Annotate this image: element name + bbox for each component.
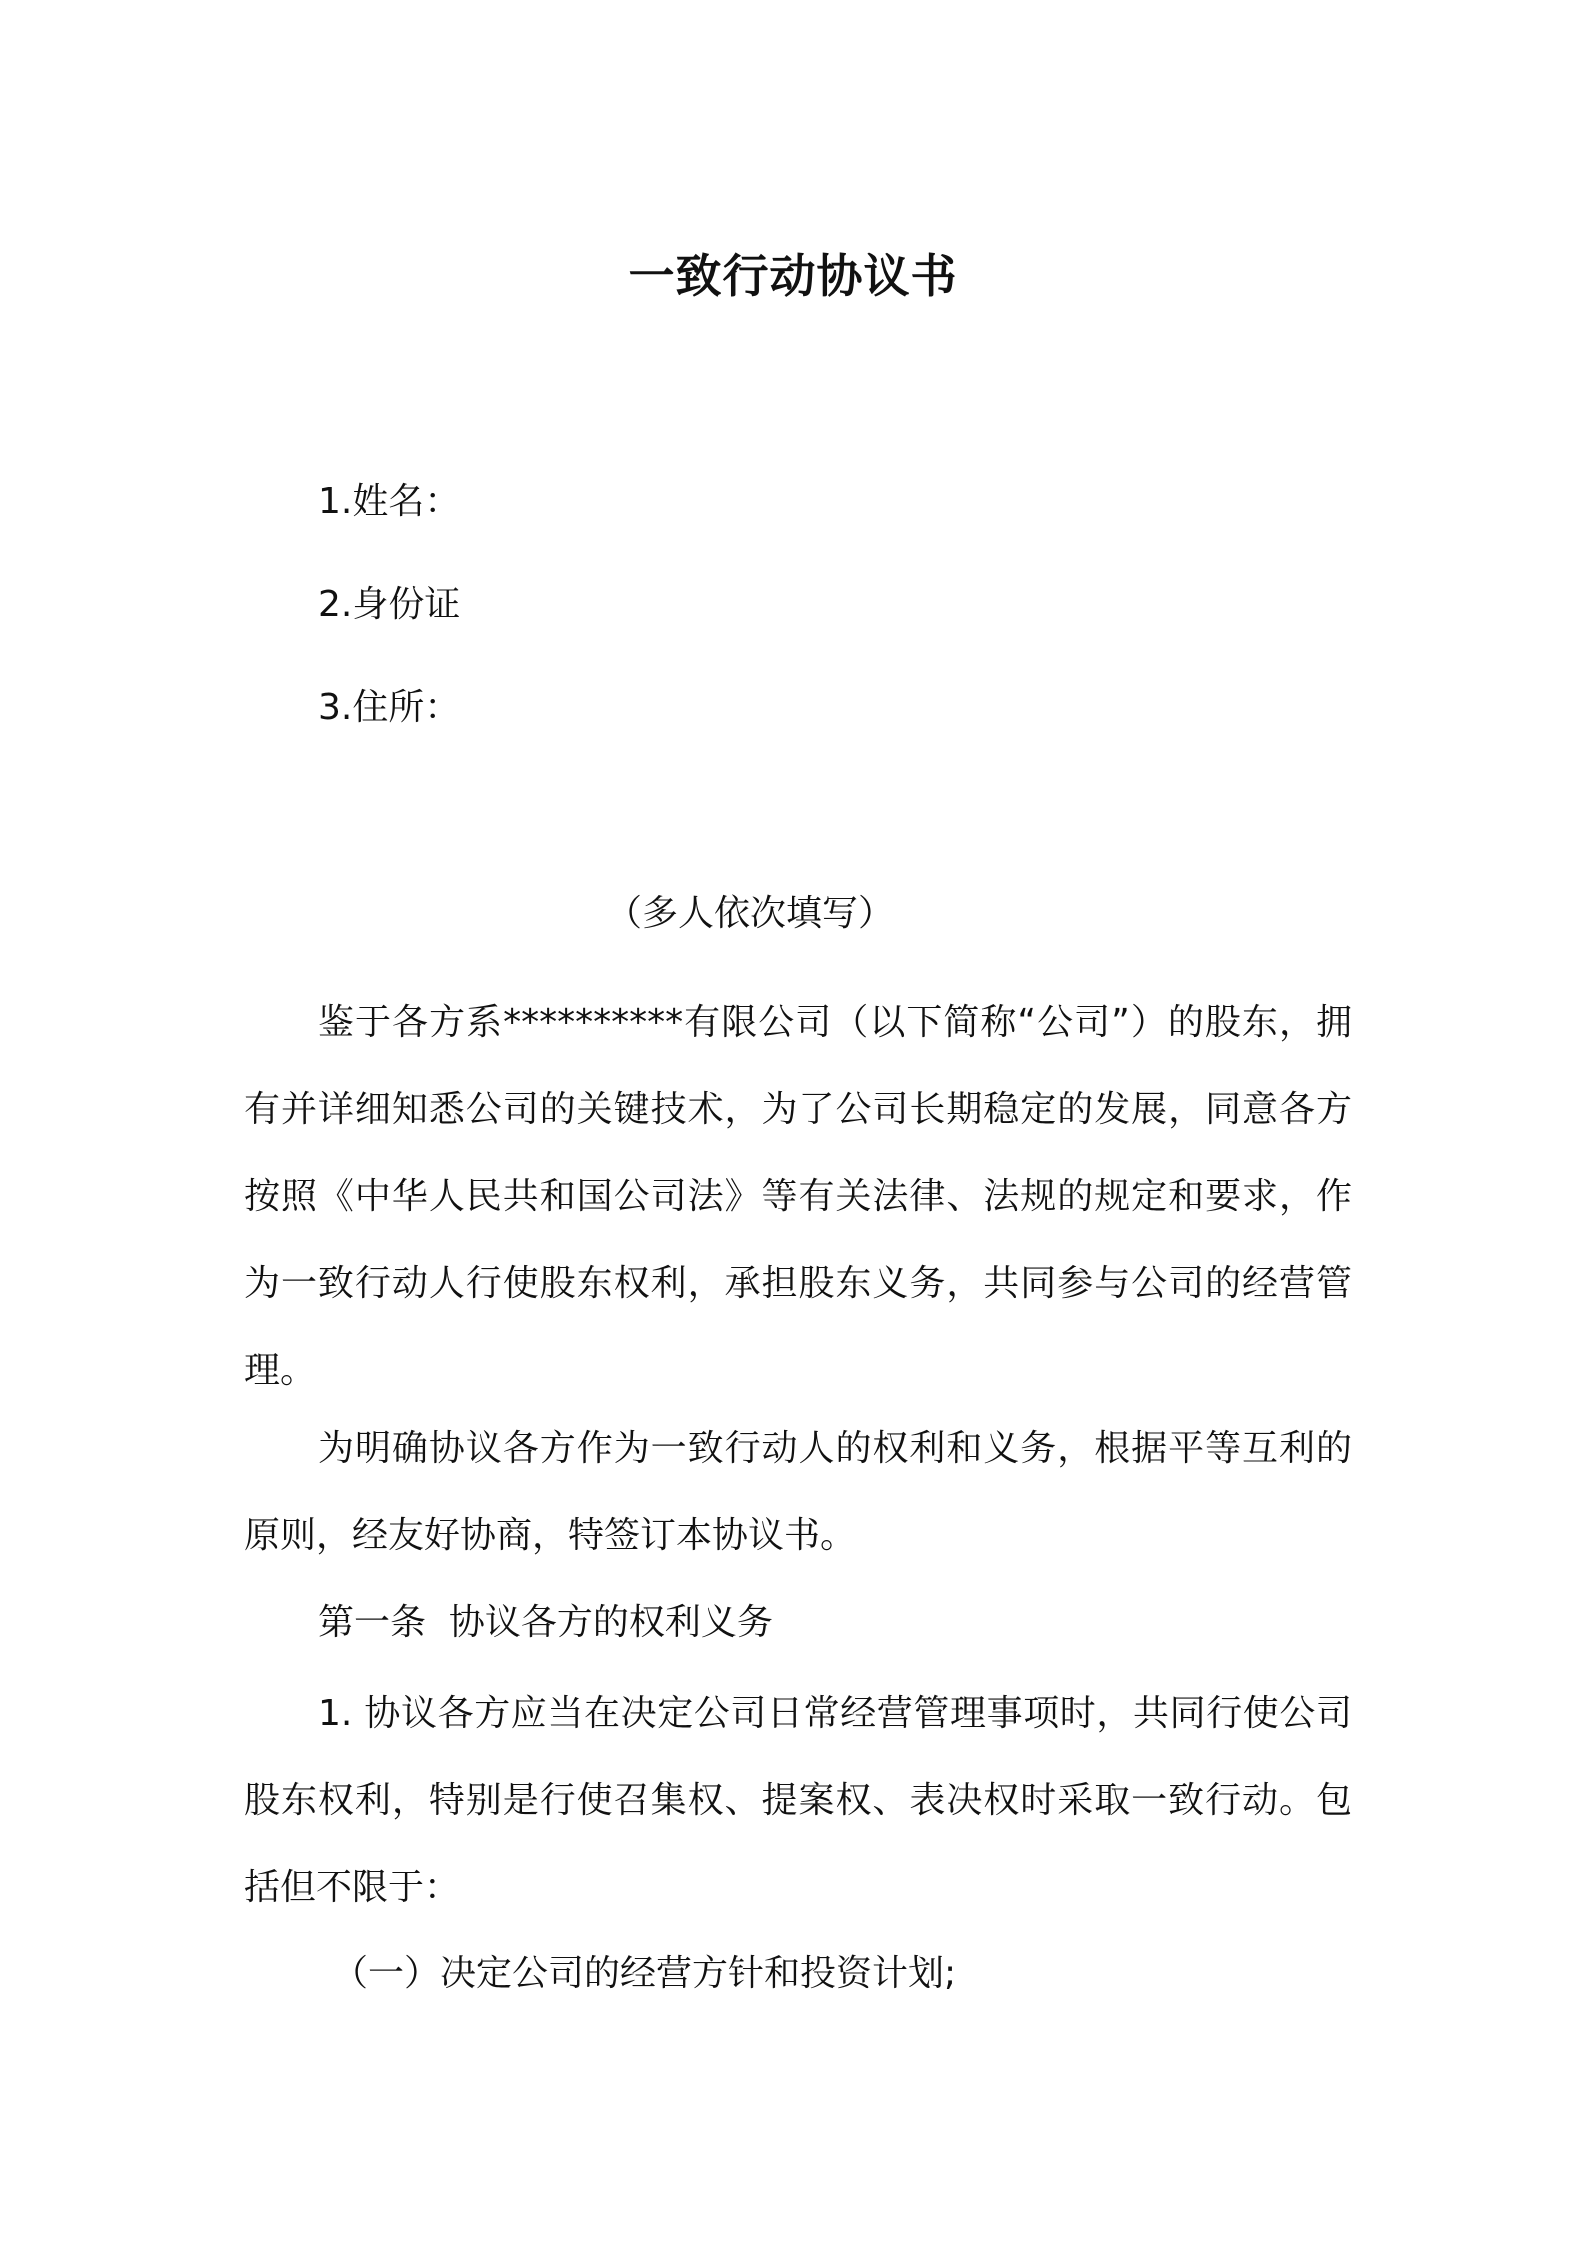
field-address: 3.住所： <box>318 687 461 728</box>
purpose-paragraph: 为明确协议各方作为一致行动人的权利和义务，根据平等互利的原则，经友好协商，特签订本协议书。 <box>244 1428 1352 1556</box>
article-1-clause-1: 1. 协议各方应当在决定公司日常经营管理事项时，共同行使公司股东权利，特别是行使召集权、提案权、表决权时采取一致行动。包括但不限于： <box>244 1693 1352 1908</box>
recital-paragraph: 鉴于各方系**********有限公司（以下简称“公司”）的股东，拥有并详细知悉公司的关键技术，为了公司长期稳定的发展，同意各方按照《中华人民共和国公司法》等有关法律、法规的规定和要求，作为一致行动人行使股东权利，承担股东义务，共同参与公司的经营管理。 <box>244 1002 1352 1391</box>
field-name: 1.姓名： <box>318 481 461 522</box>
article-1-item-1: （一）决定公司的经营方针和投资计划; <box>332 1953 957 1994</box>
fill-in-note: （多人依次填写） <box>605 893 894 934</box>
field-id-card: 2.身份证 <box>318 584 461 625</box>
document-title: 一致行动协议书 <box>628 249 958 303</box>
article-1-heading: 第一条 协议各方的权利义务 <box>318 1602 773 1643</box>
